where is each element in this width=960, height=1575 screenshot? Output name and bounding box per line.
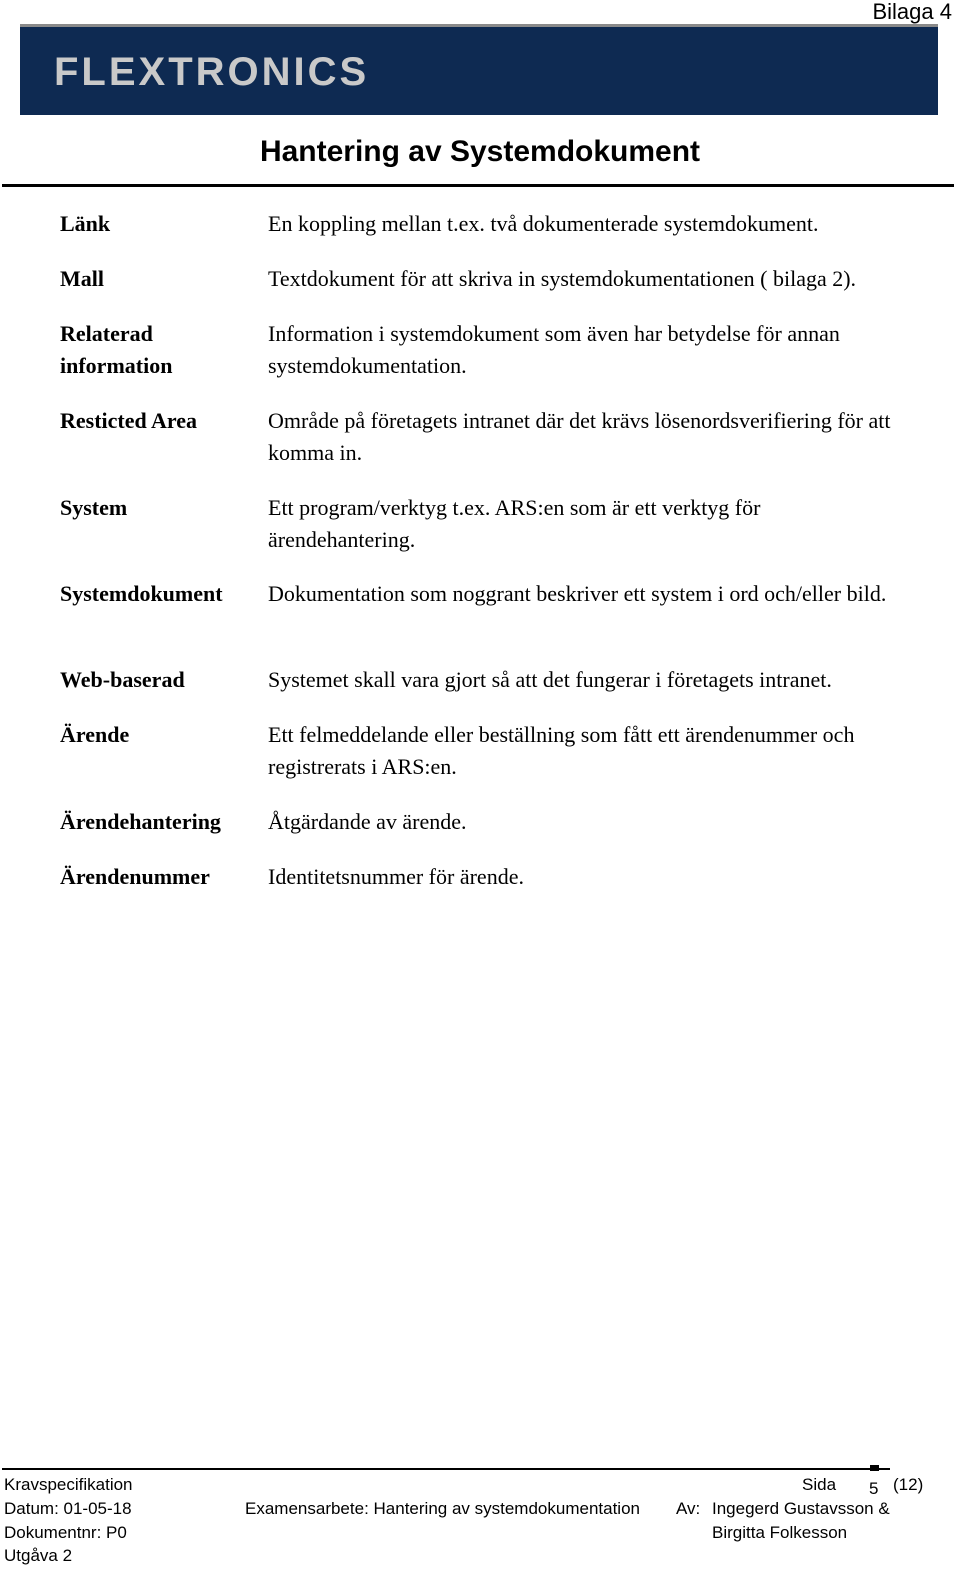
- footer-author-line2: Birgitta Folkesson: [712, 1523, 848, 1542]
- footer-page-number: 5: [869, 1479, 879, 1498]
- glossary-definition: Information i systemdokument som även har betydelse för annan systemdokumentation.: [268, 321, 840, 378]
- footer-edition: Utgåva 2: [4, 1546, 73, 1565]
- glossary-term: Ärendenummer: [60, 864, 210, 889]
- footer-author-line1: Ingegerd Gustavsson &: [712, 1499, 890, 1518]
- glossary-definition: En koppling mellan t.ex. två dokumenterade systemdokument.: [268, 211, 819, 236]
- footer-divider: [2, 1468, 890, 1470]
- glossary-definition: Ett felmeddelande eller beställning som fått ett ärendenummer och registrerats i ARS:en.: [268, 722, 855, 779]
- glossary-term: Ärendehantering: [60, 809, 221, 834]
- company-logo: FLEXTRONICS: [54, 50, 370, 94]
- footer-author-label: Av:: [676, 1499, 701, 1518]
- glossary-definition: Textdokument för att skriva in systemdokumentationen ( bilaga 2).: [268, 266, 857, 291]
- glossary-definition: Systemet skall vara gjort så att det fungerar i företagets intranet.: [268, 667, 832, 692]
- glossary-definition: Åtgärdande av ärende.: [268, 809, 467, 834]
- footer-doc-type: Kravspecifikation: [4, 1475, 133, 1494]
- footer-project: Examensarbete: Hantering av systemdokumentation: [245, 1499, 640, 1518]
- glossary-term: Länk: [60, 211, 111, 236]
- glossary-definition: Ett program/verktyg t.ex. ARS:en som är ett verktyg för ärendehantering.: [268, 495, 761, 552]
- glossary-term: System: [60, 495, 128, 520]
- glossary-definition: Dokumentation som noggrant beskriver ett system i ord och/eller bild.: [268, 581, 887, 606]
- footer-page-total: (12): [893, 1475, 924, 1494]
- glossary-term: Ärende: [60, 722, 130, 747]
- document-title: Hantering av Systemdokument: [259, 135, 701, 168]
- footer-date: Datum: 01-05-18: [4, 1499, 132, 1518]
- glossary-definition: Område på företagets intranet där det krävs lösenordsverifiering för att komma in.: [268, 408, 891, 465]
- glossary-term: Relaterad information: [60, 321, 173, 378]
- glossary-definition: Identitetsnummer för ärende.: [268, 864, 524, 889]
- appendix-label: Bilaga 4: [872, 0, 952, 24]
- footer-doc-number: Dokumentnr: P0: [4, 1523, 127, 1542]
- glossary-term: Web-baserad: [60, 667, 185, 692]
- glossary-term: Resticted Area: [60, 408, 198, 433]
- glossary-term: Systemdokument: [60, 581, 223, 606]
- footer-page-label: Sida: [802, 1475, 837, 1494]
- page-marker: [870, 1465, 879, 1471]
- glossary-term: Mall: [60, 266, 104, 291]
